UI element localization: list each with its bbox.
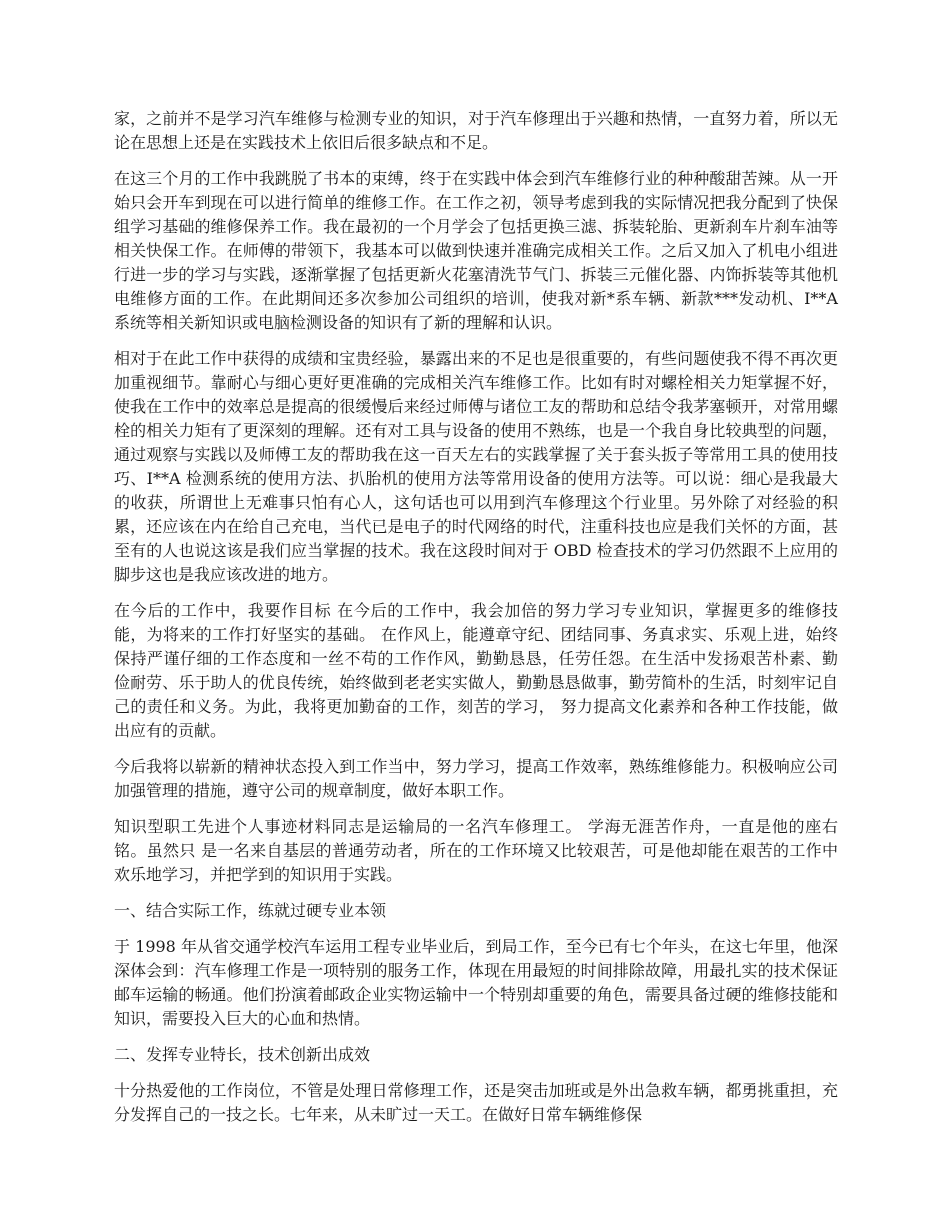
- paragraph-graduation: 于 1998 年从省交通学校汽车运用工程专业毕业后，到局工作，至今已有七个年头，在这七年里，他深深体会到：汽车修理工作是一项特别的服务工作，体现在用最短的时间排除故障，用最扎实的技术保证邮车运输的畅通。他们扮演着邮政企业实物运输中一个特别却重要的角色，需要具备过硬的维修技能和知识，需要投入巨大的心血和热情。: [114, 937, 838, 1028]
- paragraph-new-spirit: 今后我将以崭新的精神状态投入到工作当中，努力学习，提高工作效率，熟练维修能力。积极响应公司加强管理的措施，遵守公司的规章制度，做好本职工作。: [114, 757, 838, 800]
- document-body: [114, 107, 838, 1139]
- paragraph-shortcomings: 相对于在此工作中获得的成绩和宝贵经验，暴露出来的不足也是很重要的，有些问题使我不得不再次更加重视细节。靠耐心与细心更好更准确的完成相关汽车维修工作。比如有时对螺栓相关力矩掌握不好，使我在工作中的效率总是提高的很缓慢后来经过师傅与诸位工友的帮助和总结令我茅塞顿开，对常用螺栓的相关力矩有了更深刻的理解。还有对工具与设备的使用不熟练，也是一个我自身比较典型的问题，通过观察与实践以及师傅工友的帮助我在这一百天左右的实践掌握了关于套头扳子等常用工具的使用技巧、I**A 检测系统的使用方法、扒胎机的使用方法等常用设备的使用方法等。可以说：细心是我最大的收获，所谓世上无难事只怕有心人，这句话也可以用到汽车修理这个行业里。另外除了对经验的积累，还应该在内在给自己充电，当代已是电子的时代网络的时代，注重科技也应是我们关怀的方面，甚至有的人也说这该是我们应当掌握的技术。我在这段时间对于 OBD 检查技术的学习仍然跟不上应用的脚步这也是我应该改进的地方。: [114, 349, 838, 584]
- section-heading-1: 一、结合实际工作，练就过硬专业本领: [114, 901, 387, 920]
- paragraph-intro-continued: 家，之前并不是学习汽车维修与检测专业的知识，对于汽车修理出于兴趣和热情，一直努力着，所以无论在思想上还是在实践技术上依旧后很多缺点和不足。: [114, 109, 838, 152]
- paragraph-three-months-work: 在这三个月的工作中我跳脱了书本的束缚，终于在实践中体会到汽车维修行业的种种酸甜苦辣。从一开始只会开车到现在可以进行简单的维修工作。在工作之初，领导考虑到我的实际情况把我分配到了快保组学习基础的维修保养工作。我在最初的一个月学会了包括更换三滤、拆装轮胎、更新刹车片刹车油等相关快保工作。在师傅的带领下，我基本可以做到快速并准确完成相关工作。之后又加入了机电小组进行进一步的学习与实践，逐渐掌握了包括更新火花塞清洗节气门、拆装三元催化器、内饰拆装等其他机电维修方面的工作。在此期间还多次参加公司组织的培训，使我对新*系车辆、新款***发动机、I**A 系统等相关新知识或电脑检测设备的知识有了新的理解和认识。: [114, 169, 838, 332]
- paragraph-advanced-individual: 知识型职工先进个人事迹材料同志是运输局的一名汽车修理工。 学海无涯苦作舟，一直是他的座右铭。虽然只 是一名来自基层的普通劳动者，所在的工作环境又比较艰苦，可是他却能在艰苦的工作中欢乐地学习，并把学到的知识用于实践。: [114, 817, 838, 884]
- paragraph-love-for-work: 十分热爱他的工作岗位，不管是处理日常修理工作，还是突击加班或是外出急救车辆，都勇挑重担，充分发挥自己的一技之长。七年来，从未旷过一天工。在做好日常车辆维修保: [114, 1081, 838, 1124]
- paragraph-future-goals: 在今后的工作中，我要作目标 在今后的工作中，我会加倍的努力学习专业知识，掌握更多的维修技能，为将来的工作打好坚实的基础。 在作风上，能遵章守纪、团结同事、务真求实、乐观上进，始终保持严谨仔细的工作态度和一丝不苟的工作作风，勤勤恳恳，任劳任怨。在生活中发扬艰苦朴素、勤 俭耐劳、乐于助人的优良传统，始终做到老老实实做人，勤勤恳恳做事，勤劳简朴的生活，时刻牢记自己的责任和义务。为此，我将更加勤奋的工作，刻苦的学习， 努力提高文化素养和各种工作技能，做出应有的贡献。: [114, 601, 838, 740]
- section-heading-2: 二、发挥专业特长，技术创新出成效: [114, 1045, 371, 1064]
